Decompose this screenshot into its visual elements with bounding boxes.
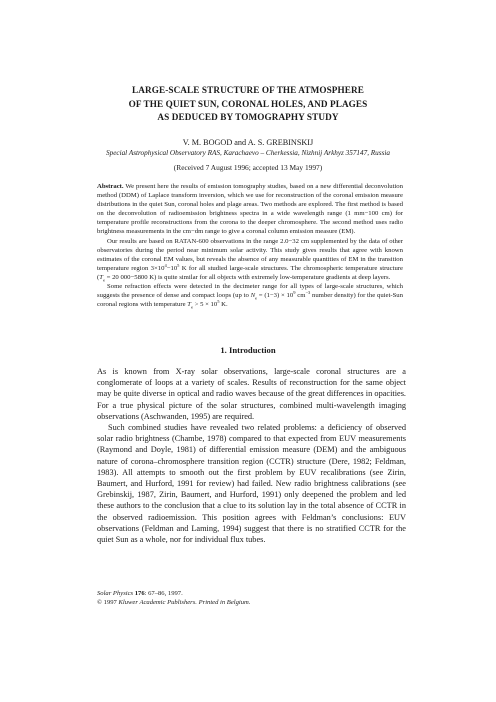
title-line-3: AS DEDUCED BY TOMOGRAPHY STUDY bbox=[157, 112, 339, 122]
abstract-text: Our results are based on RATAN-600 observations in the range 2.0−32 cm supplemented by the data of other observatories during the period near minimum solar activity. This study gives results that agree with known estimates of the coronal EM values, but reveals the absence of any measurable quantities of EM in the transition temperature region 3×10 bbox=[97, 237, 403, 272]
paper-title bbox=[60, 84, 436, 125]
journal-pages: : 67–86, 1997. bbox=[144, 590, 183, 597]
subscript: e bbox=[102, 277, 105, 283]
received-dates: (Received 7 August 1996; accepted 13 May 1997) bbox=[173, 163, 323, 172]
title-line-2: OF THE QUIET SUN, CORONAL HOLES, AND PLAGES bbox=[128, 98, 368, 109]
abstract-text: K for all studied large-scale structures. The chromospheric temperature structure ( bbox=[97, 264, 404, 281]
abstract-label: Abstract. bbox=[97, 183, 124, 190]
abstract-text: −10 bbox=[166, 264, 178, 272]
exponent: 4 bbox=[164, 262, 167, 268]
abstract-paragraph-2 bbox=[97, 237, 403, 282]
section-heading: 1. Introduction bbox=[220, 345, 276, 355]
authors: V. M. BOGOD and A. S. GREBINSKIJ bbox=[182, 138, 314, 147]
copyright-line bbox=[97, 598, 250, 607]
subscript: e bbox=[190, 304, 193, 310]
abstract bbox=[97, 182, 403, 309]
title-line-1: LARGE-SCALE STRUCTURE OF THE ATMOSPHERE bbox=[132, 85, 364, 95]
abstract-text: cm bbox=[295, 292, 306, 300]
journal-volume: 176 bbox=[134, 590, 145, 597]
body-paragraph-1: As is known from X-ray solar observations, large-scale coronal structures are a conglomerate of loops at a variety of scales. Results of reconstruction for the same object may be quite diverse in optical and radio waves because of the great differences in opacities. For a true physical picture of the solar structures, combined multi-wavelength imaging observations (Aschwanden, 1995) are required. bbox=[97, 367, 406, 421]
body-paragraph-2: Such combined studies have revealed two related problems: a deficiency of observed solar radio brightness (Chambe, 1978) compared to that expected from EUV measurements (Raymond and Doyle, 1981) of differential emission measure (DEM) and the ambiguous nature of corona–chromosphere transition region (CCTR) structure (Dere, 1982; Feldman, 1983). All attempts to smooth out the first problem by EUV recalibrations (see Zirin, Baumert, and Hurford, 1991 for review) had failed. New radio brightness calibrations (see Grebinskij, 1987, Zirin, Baumert, and Hurford, 1991) only deepened the problem and led these authors to the conclusion that a clue to its solution lay in the total absence of CCTR in the observed radioemission. This position agrees with Feldman’s conclusions: EUV observations (Feldman and Laming, 1994) suggest that there is no stratified CCTR for the quiet Sun as a whole, nor for individual flux tubes. bbox=[97, 423, 406, 545]
publisher: Kluwer Academic Publishers. Printed in Belgium. bbox=[118, 599, 251, 606]
abstract-text: = 20 000−5800 K) is quite similar for all objects with extremely low-temperature gradients at deep layers. bbox=[104, 273, 391, 281]
exponent: 5 bbox=[177, 262, 180, 268]
affiliation: Special Astrophysical Observatory RAS, Karachaevo – Cherkessia, Nizhnij Arkhyz 357147, Russia bbox=[106, 149, 390, 157]
abstract-text: K. bbox=[219, 301, 228, 309]
exponent: 5 bbox=[217, 298, 220, 304]
citation-line bbox=[97, 589, 250, 598]
math-variable: T bbox=[187, 301, 191, 309]
abstract-text: number density) for the quiet-Sun coronal regions with temperature bbox=[97, 292, 403, 309]
abstract-text-1: We present here the results of emission tomography studies, based on a new differential deconvolution method (DDM) of Laplace transform inversion, which we use for reconstruction of the coronal emission measure distributions in the quiet Sun, coronal holes and plage areas. Two methods are explored. The first method is based on the deconvolution of radioemission brightness spectra in a wide wavelength range (1 mm−100 cm) for temperature profile reconstructions from the corona to the deeper chromosphere. The second method uses radio brightness measurements in the cm−dm range to give a coronal column emission measure (EM). bbox=[97, 183, 403, 236]
exponent: 9 bbox=[293, 289, 296, 295]
abstract-paragraph-1 bbox=[97, 182, 403, 237]
abstract-text: = (1−3) × 10 bbox=[257, 292, 294, 300]
subscript: e bbox=[255, 295, 258, 301]
journal-name: Solar Physics bbox=[97, 590, 134, 597]
exponent: −3 bbox=[305, 289, 311, 295]
abstract-text: > 5 × 10 bbox=[192, 301, 218, 309]
math-variable: N bbox=[250, 292, 256, 300]
math-variable: T bbox=[99, 273, 103, 281]
body-text bbox=[97, 366, 406, 545]
abstract-paragraph-3 bbox=[97, 282, 403, 309]
abstract-text: Some refraction effects were detected in the decimeter range for all types of large-scale structures, which suggests the presence of dense and compact loops (up to bbox=[97, 283, 403, 300]
page-footer bbox=[97, 589, 250, 607]
copyright-prefix: © 1997 bbox=[97, 599, 119, 606]
